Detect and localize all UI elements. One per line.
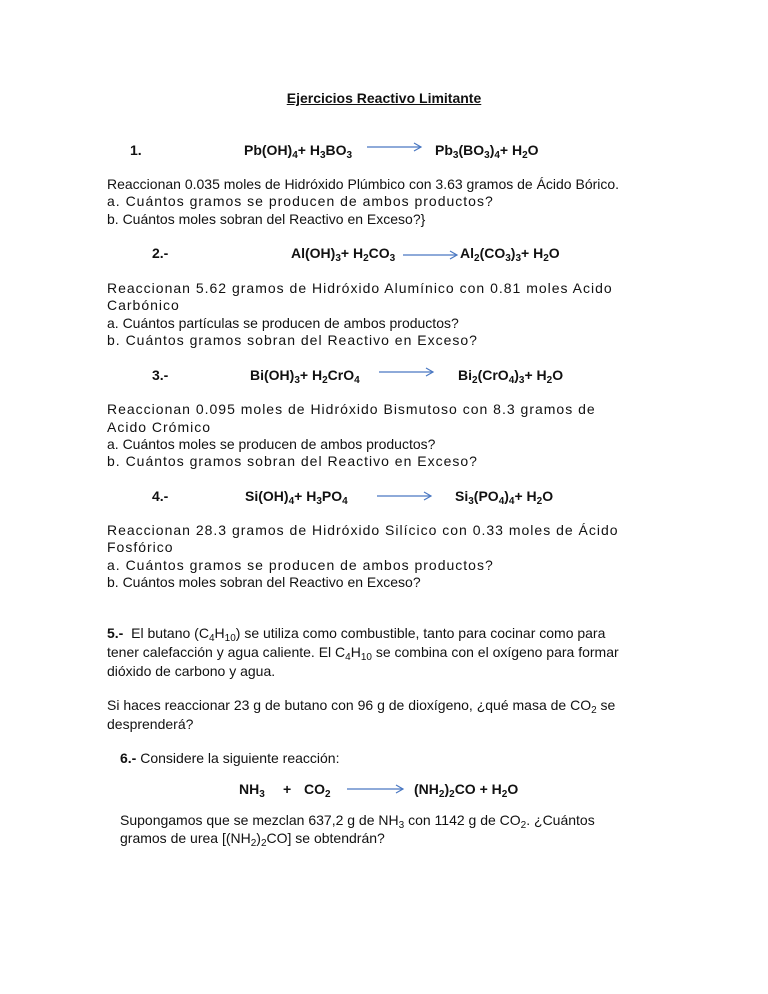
question-a: a. Cuántos gramos se producen de ambos productos?	[107, 193, 494, 209]
exercise-5-line-3: dióxido de carbono y agua.	[107, 663, 276, 679]
exercise-statement-cont: Fosfórico	[107, 539, 174, 555]
exercise-5-question: Si haces reaccionar 23 g de butano con 96 g de dioxígeno, ¿qué masa de $CO_2$ se	[107, 697, 616, 716]
exercise-6-line-2: gramos de urea $[(NH_2)_2CO]$ se obtendrán?	[120, 830, 385, 849]
question-a: a. Cuántos gramos se producen de ambos productos?	[107, 557, 494, 573]
reaction-arrow-icon	[403, 250, 459, 260]
equation-reactant-1: $NH_3$	[239, 781, 265, 800]
equation-products: $Bi_2(CrO_4)_3+ H_2O$	[458, 367, 564, 386]
equation-products: $Pb_3(BO_3)_4+ H_2O$	[435, 142, 539, 161]
reaction-arrow-icon	[377, 491, 433, 501]
equation-reactants: $Si(OH)_4+ H_3PO_4$	[245, 488, 348, 507]
equation-reactants: $Pb(OH)_4+ H_3BO_3$	[244, 142, 353, 161]
exercise-5-line-1: 5.- El butano $(C_4H_{10})$ se utiliza como combustible, tanto para cocinar como para	[107, 625, 606, 644]
exercise-5-question-cont: desprenderá?	[107, 716, 194, 732]
exercise-5-line-2: tener calefacción y agua caliente. El $C_4H_{10}$ se combina con el oxígeno para formar	[107, 644, 619, 663]
exercise-number: 4.-	[152, 488, 169, 504]
exercise-6-intro: 6.- Considere la siguiente reacción:	[120, 750, 340, 766]
reaction-arrow-icon	[367, 142, 423, 152]
exercise-statement-cont: Acido Crómico	[107, 419, 212, 435]
exercise-statement-cont: Carbónico	[107, 297, 180, 313]
question-b: b. Cuántos moles sobran del Reactivo en Exceso?}	[107, 211, 426, 227]
equation-reactants: $Al(OH)_3+ H_2CO_3$	[291, 245, 396, 264]
equation-products: $(NH_2)_2CO + H_2O$	[414, 781, 519, 800]
question-b: b. Cuántos gramos sobran del Reactivo en Exceso?	[107, 453, 478, 469]
page-title: Ejercicios Reactivo Limitante	[286, 90, 482, 106]
exercise-statement: Reaccionan 28.3 gramos de Hidróxido Silícico con 0.33 moles de Ácido	[107, 522, 619, 538]
equation-reactant-2: $CO_2$	[304, 781, 331, 800]
exercise-number: 2.-	[152, 245, 169, 261]
exercise-statement: Reaccionan 0.095 moles de Hidróxido Bismutoso con 8.3 gramos de	[107, 401, 596, 417]
exercise-6-line-1: Supongamos que se mezclan 637,2 g de $NH_3$ con 1142 g de $CO_2$. ¿Cuántos	[120, 812, 595, 831]
equation-products: $Al_2(CO_3)_3+ H_2O$	[460, 245, 560, 264]
exercise-statement: Reaccionan 0.035 moles de Hidróxido Plúmbico con 3.63 gramos de Ácido Bórico.	[107, 176, 620, 192]
question-b: b. Cuántos gramos sobran del Reactivo en Exceso?	[107, 332, 478, 348]
equation-products: $Si_3(PO_4)_4+ H_2O$	[455, 488, 554, 507]
equation-plus: +	[283, 781, 292, 797]
reaction-arrow-icon	[379, 367, 435, 377]
exercise-number: 1.	[130, 142, 142, 158]
reaction-arrow-icon	[347, 784, 405, 794]
exercise-statement: Reaccionan 5.62 gramos de Hidróxido Alumínico con 0.81 moles Acido	[107, 280, 613, 296]
question-b: b. Cuántos moles sobran del Reactivo en Exceso?	[107, 574, 421, 590]
equation-reactants: $Bi(OH)_3+ H_2CrO_4$	[250, 367, 360, 386]
question-a: a. Cuántos partículas se producen de ambos productos?	[107, 315, 459, 331]
question-a: a. Cuántos moles se producen de ambos productos?	[107, 436, 436, 452]
exercise-number: 3.-	[152, 367, 169, 383]
